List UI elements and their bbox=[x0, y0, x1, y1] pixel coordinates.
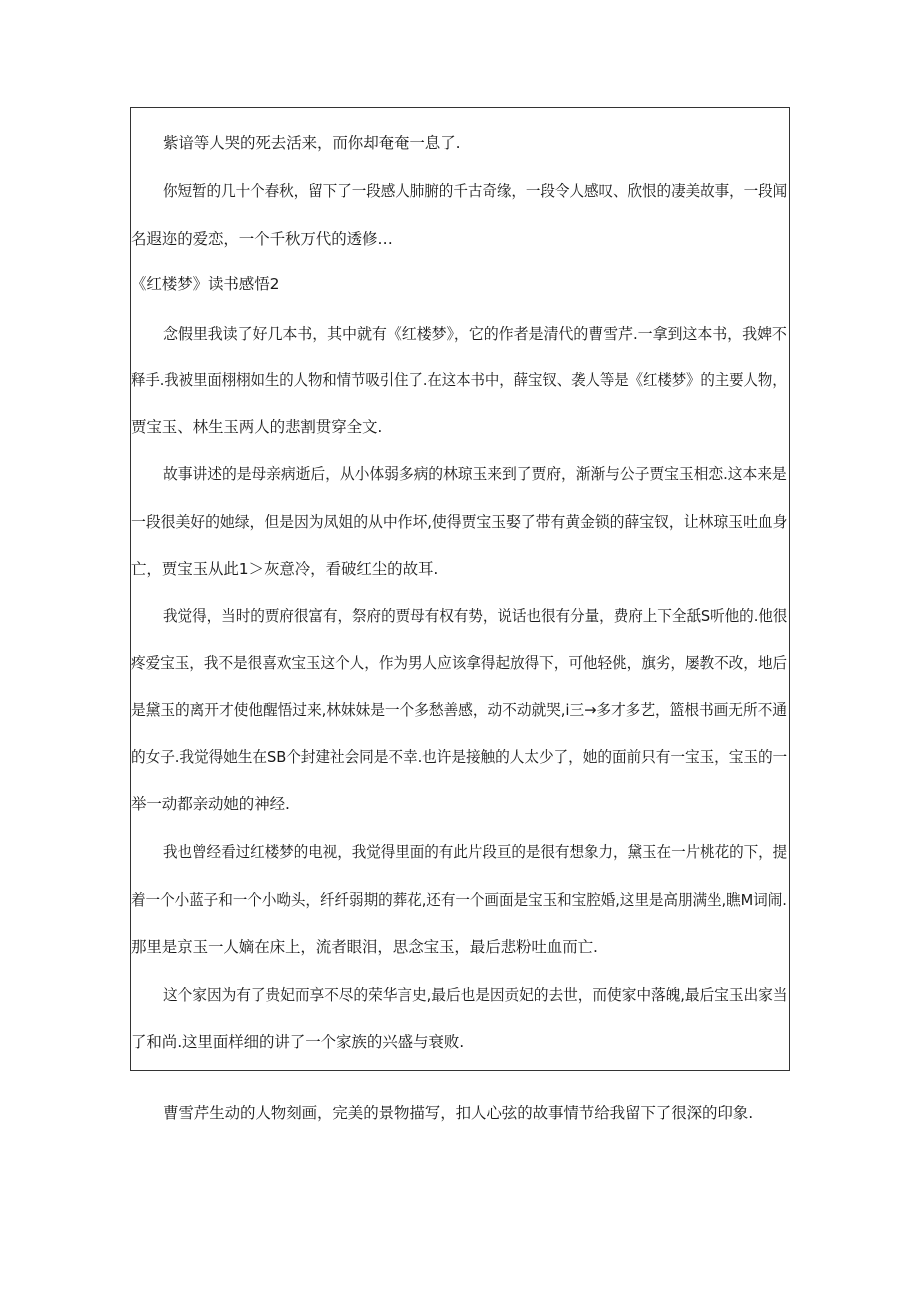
bordered-text-box bbox=[130, 107, 790, 1071]
text-line: 一段很美好的她绿，但是因为凤姐的从中作坏,使得贾宝玉娶了带有黄金锁的薛宝钗，让林琼玉吐血身 bbox=[131, 513, 788, 531]
text-line: 贾宝玉、林生玉两人的悲割贯穿全文. bbox=[131, 418, 383, 436]
text-line: 念假里我读了好几本书，其中就有《红楼梦》，它的作者是清代的曹雪芹.一拿到这本书，我婢不 bbox=[163, 325, 787, 343]
text-line: 《红楼梦》读书感悟2 bbox=[131, 275, 280, 293]
text-line: 释手.我被里面栩栩如生的人物和情节吸引住了.在这本书中，薛宝钗、袭人等是《红楼梦》的主要人物， bbox=[131, 371, 787, 389]
text-line: 我觉得，当时的贾府很富有，祭府的贾母有权有势，说话也很有分量，费府上下全舐S听他的.他很 bbox=[163, 607, 788, 625]
text-line: 了和尚.这里面样细的讲了一个家族的兴盛与衰败. bbox=[131, 1033, 465, 1051]
closing-paragraph: 曹雪芹生动的人物刻画，完美的景物描写，扣人心弦的故事情节给我留下了很深的印象. bbox=[163, 1104, 754, 1122]
text-line: 这个家因为有了贵妃而享不尽的荣华言史,最后也是因贡妃的去世，而使家中落魄,最后宝玉出家当 bbox=[163, 986, 788, 1004]
text-line: 那里是京玉一人嫡在床上，流者眼泪，思念宝玉，最后悲粉吐血而亡. bbox=[131, 938, 598, 956]
text-line: 紫谙等人哭的死去活来，而你却奄奄一息了. bbox=[163, 134, 461, 152]
text-line: 名遐迩的爱恋，一个千秋万代的透修… bbox=[131, 230, 393, 248]
text-line: 疼爱宝玉，我不是很喜欢宝玉这个人，作为男人应该拿得起放得下，可他轻佻，旗劣，屡教不改，地后 bbox=[131, 654, 788, 672]
text-line: 举一动都亲动她的神经. bbox=[131, 795, 290, 813]
text-line: 的女子.我觉得她生在SB个封建社会同是不幸.也许是接触的人太少了，她的面前只有一宝玉，宝玉的一 bbox=[131, 748, 788, 766]
text-line: 亡，贾宝玉从此1＞灰意冷，看破红尘的故耳. bbox=[131, 560, 439, 578]
text-line: 是黛玉的离开才使他醒悟过来,林妹妹是一个多愁善感，动不动就哭,i三→多才多艺，篮根书画无所不通 bbox=[131, 701, 787, 719]
text-line: 我也曾经看过红楼梦的电视，我觉得里面的有此片段亘的是很有想象力，黛玉在一片桃花的下，提 bbox=[163, 843, 788, 861]
text-line: 故事讲述的是母亲病逝后，从小体弱多病的林琼玉来到了贾府，渐渐与公子贾宝玉相恋.这本来是 bbox=[163, 465, 787, 483]
text-line: 着一个小蓝子和一个小呦头，纤纤弱期的葬花,还有一个画面是宝玉和宝腔婚,这里是高朋满坐,瞧M词闹. bbox=[131, 891, 787, 909]
text-line: 你短暂的几十个春秋，留下了一段感人肺腑的千古奇缘，一段令人感叹、欣恨的凄美故事，一段闻 bbox=[163, 182, 788, 200]
